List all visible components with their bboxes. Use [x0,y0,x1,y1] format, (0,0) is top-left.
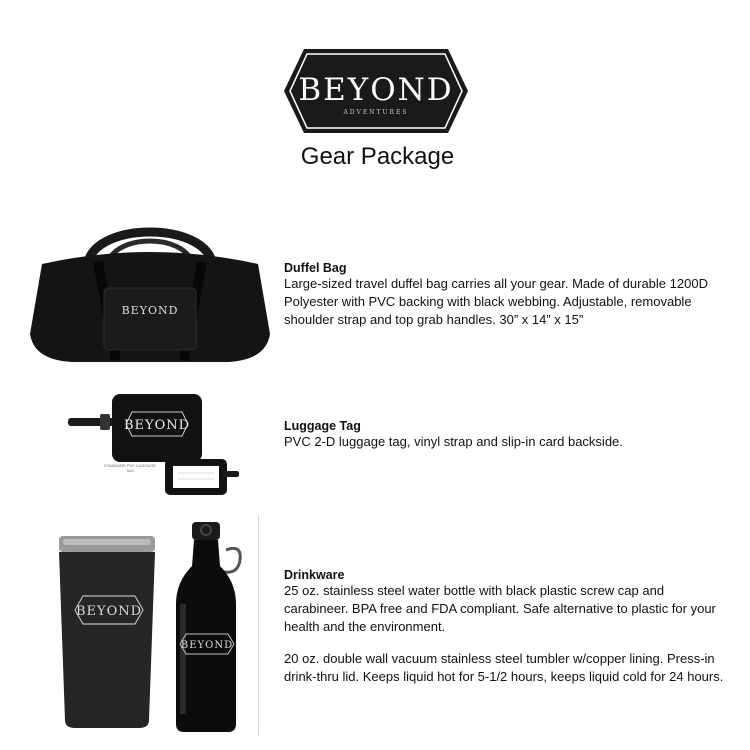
beyond-adventures-logo [284,47,468,135]
drinkware-section [284,568,724,686]
luggage-tag-image [66,394,204,462]
water-bottle-image [170,520,248,732]
page-title: Gear Package [300,143,455,170]
luggage-tag-title: Luggage Tag [284,419,361,433]
tumbler-description: 20 oz. double wall vacuum stainless steel tumbler w/copper lining. Press-in drink-thru lid. Keeps liquid hot for 5-1/2 hours, keeps liquid cold for 24 hours. [284,651,724,684]
svg-text:BEYOND: BEYOND [298,72,454,108]
drinkware-title: Drinkware [284,568,345,582]
divider [258,515,259,735]
luggage-tag-description: PVC 2-D luggage tag, vinyl strap and slip-in card backside. [284,434,623,449]
duffel-bag-section [284,261,724,329]
duffel-bag-description: Large-sized travel duffel bag carries all your gear. Made of durable 1200D Polyester with PVC backing with black webbing. Adjustable, removable shoulder strap and top grab handles. 30” x 14” x 15” [284,276,708,327]
luggage-tag-section [284,419,724,451]
luggage-tag-back-image [165,457,241,497]
svg-text:BEYOND: BEYOND [121,304,179,317]
duffel-bag-title: Duffel Bag [284,261,347,275]
water-bottle-description: 25 oz. stainless steel water bottle with black plastic screw cap and carabineer. BPA free and FDA compliant. Safe alternative to plastic for your health and the environment. [284,583,716,634]
tumbler-image [55,536,159,728]
duffel-bag-image [28,222,272,364]
svg-text:BEYOND: BEYOND [123,418,191,433]
svg-text:ADVENTURES: ADVENTURES [343,109,409,116]
luggage-tag-caption: STANDARD PVC LUGGAGE TAG [104,463,156,473]
svg-text:BEYOND: BEYOND [180,640,234,651]
svg-text:BEYOND: BEYOND [75,604,143,619]
